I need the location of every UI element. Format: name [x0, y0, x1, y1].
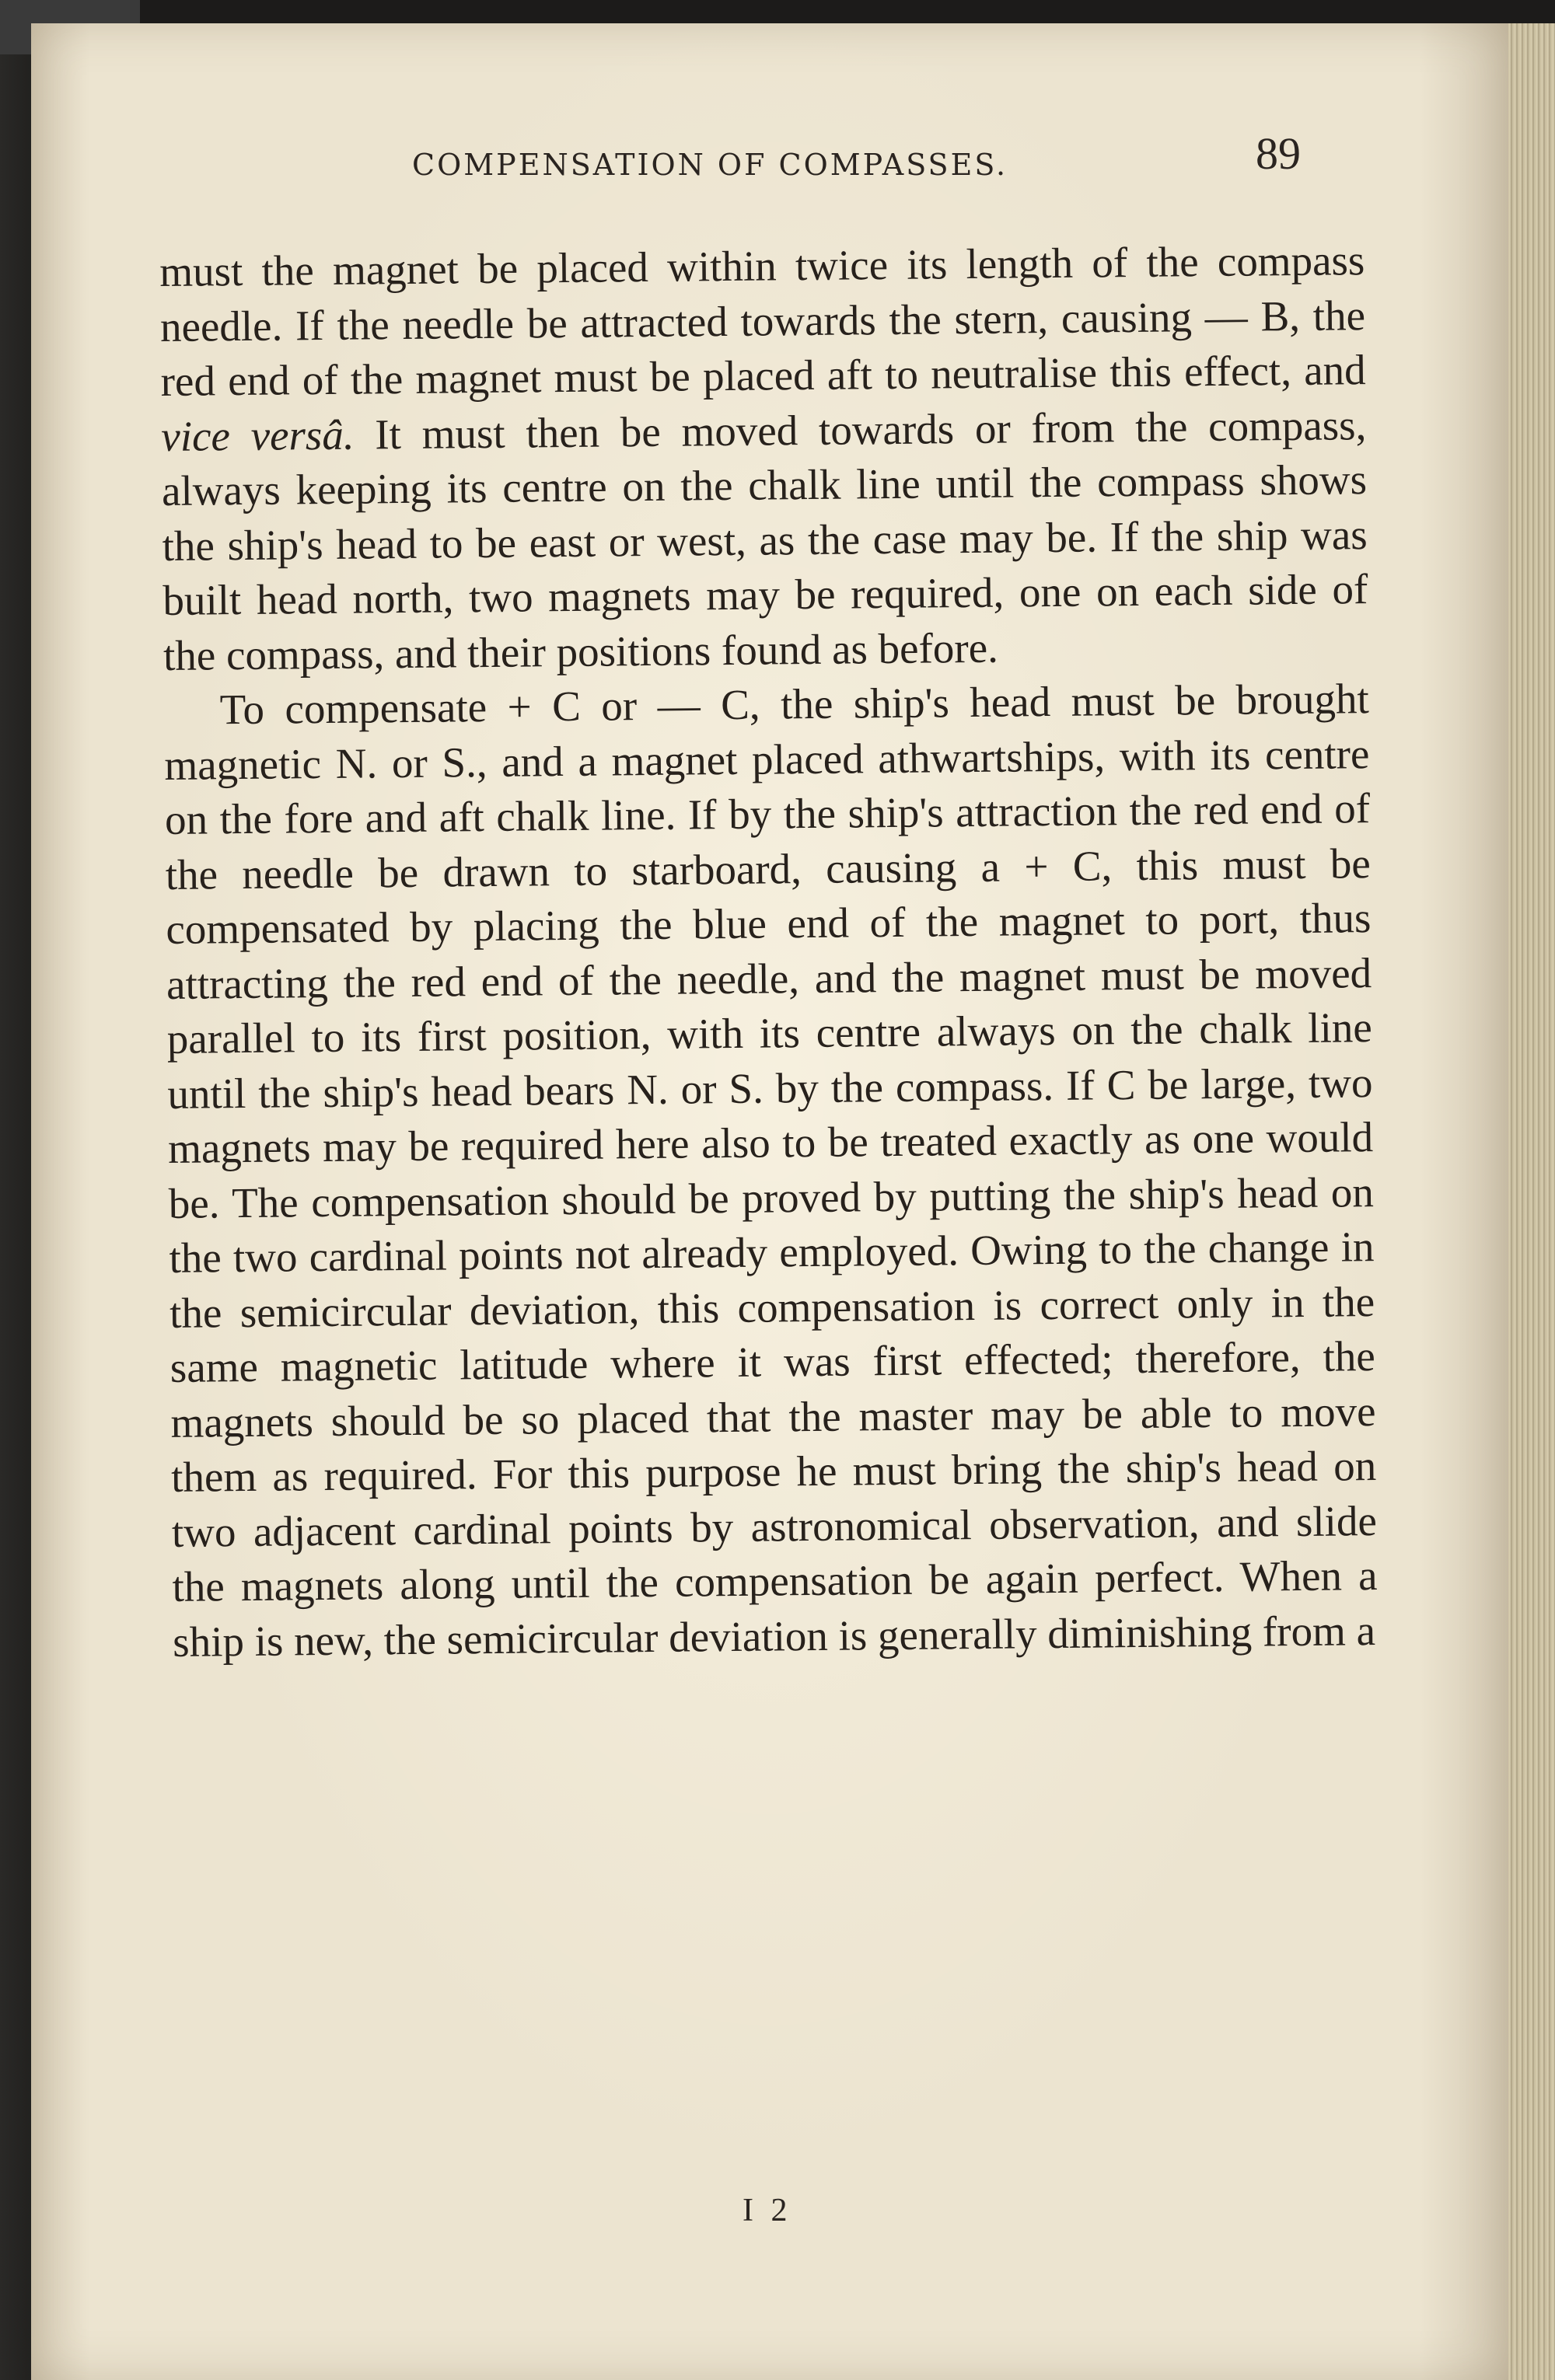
page-number: 89: [1256, 128, 1301, 179]
signature-mark: I 2: [743, 2193, 792, 2228]
paragraph-1: [159, 233, 1368, 683]
paragraph-1-italic: vice versâ.: [161, 410, 355, 460]
running-head: COMPENSATION OF COMPASSES.: [412, 148, 1008, 182]
paragraph-2: To compensate + C or — C, the ship's head must be brought magnetic N. or S., and a magnet placed athwartships, with its centre on the fore and aft chalk line. If by the ship's attraction the red end of the needle be drawn to starboard, causing a + C, this must be compensated by placing the blue end of the magnet to port, thus attracting the red end of the needle, and the magnet must be moved parallel to its first position, with its centre always on the chalk line until the ship's head bears N. or S. by the compass. If C be large, two magnets may be required here also to be treated exactly as one would be. The compensation should be proved by putting the ship's head on the two cardinal points not already employed. Owing to the change in the semicircular deviation, this compensation is correct only in the same magnetic latitude where it was first effected; therefore, the magnets should be so placed that the master may be able to move them as required. For this purpose he must bring the ship's head on two adjacent cardinal points by astronomical observation, and slide the magnets along until the compensation be again perfect. When a ship is new, the semicircular deviation is generally diminishing from a: [164, 675, 1378, 1666]
paragraph-1-text-a: must the magnet be placed within twice its length of the compass needle. If the needle be attracted towards the stern, causing — B, the red end of the magnet must be placed aft to neutralise this effect, and: [159, 236, 1366, 405]
book-page: [31, 23, 1508, 2380]
page-header: [31, 124, 1508, 194]
paragraph-1-text-b: It must then be moved towards or from the compass, always keeping its centre on the chalk line until the compass shows the ship's head to be east or west, as the case may be. If the ship was built head north, two magnets may be required, one on each side of the compass, and their positions found as before.: [161, 400, 1368, 679]
body-text: [159, 233, 1379, 1670]
